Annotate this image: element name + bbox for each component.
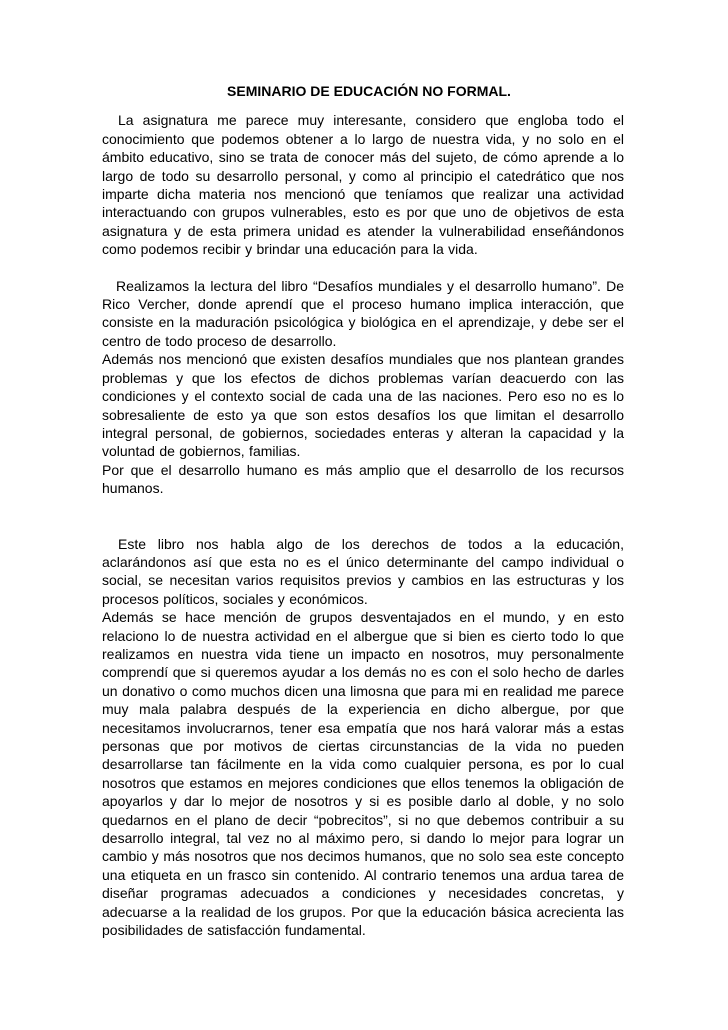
paragraph-3: Además nos mencionó que existen desafíos mundiales que nos plantean grandes problemas y que los efectos de dichos problemas varían deacuerdo con las condiciones y el contexto social de cada una de las naciones. Pero eso no es lo sobresaliente de esto ya que son estos desafíos los que limitan el desarrollo integral personal, de gobiernos, sociedades enteras y alteran la capacidad y la voluntad de gobiernos, familias.: [102, 351, 624, 460]
paragraph-5: Este libro nos habla algo de los derechos de todos a la educación, aclarándonos así que esta no es el único determinante del campo individual o social, se necesitan varios requisitos previos y cambios en las estructuras y los procesos políticos, sociales y económicos.: [102, 535, 624, 607]
paragraph-4: Por que el desarrollo humano es más amplio que el desarrollo de los recursos humanos.: [102, 461, 624, 497]
document-title: SEMINARIO DE EDUCACIÓN NO FORMAL.: [227, 83, 511, 99]
paragraph-2: Realizamos la lectura del libro “Desafíos mundiales y el desarrollo humano”. De Rico Vercher, donde aprendí que el proceso humano implica interacción, que consiste en la maduración psicológica y biológica en el aprendizaje, y debe ser el centro de todo proceso de desarrollo.: [102, 277, 624, 349]
paragraph-6: Además se hace mención de grupos desventajados en el mundo, y en esto relaciono lo de nuestra actividad en el albergue que si bien es cierto todo lo que realizamos en nuestra vida tiene un impacto en nosotros, muy personalmente comprendí que si queremos ayudar a los demás no es con el solo hecho de darles un donativo o como muchos dicen una limosna que para mi en realidad me parece muy mala palabra después de la experiencia en dicho albergue, por que necesitamos involucrarnos, tener esa empatía que nos hará valorar más a estas personas que por motivos de ciertas circunstancias de la vida no pueden desarrollarse tan fácilmente en la vida como cualquier persona, es por lo cual nosotros que estamos en mejores condiciones que ellos tenemos la obligación de apoyarlos y dar lo mejor de nosotros y si es posible darlo al doble, y no solo quedarnos en el plano de decir “pobrecitos”, si no que debemos contribuir a su desarrollo integral, tal vez no al máximo pero, si dando lo mejor para lograr un cambio y más nosotros que nos decimos humanos, que no solo sea este concepto una etiqueta en un frasco sin contenido. Al contrario tenemos una ardua tarea de diseñar programas adecuados a condiciones y necesidades concretas, y adecuarse a la realidad de los grupos. Por que la educación básica acrecienta las posibilidades de satisfacción fundamental.: [102, 609, 624, 939]
document-body: [102, 82, 624, 939]
paragraph-1: La asignatura me parece muy interesante, considero que engloba todo el conocimiento que podemos obtener a lo largo de nuestra vida, y no solo en el ámbito educativo, sino se trata de conocer más del sujeto, de cómo aprende a lo largo de todo su desarrollo personal, y como al principio el catedrático que nos imparte dicha materia nos mencionó que teníamos que realizar una actividad interactuando con grupos vulnerables, esto es por que uno de objetivos de esta asignatura y de esta primera unidad es atender la vulnerabilidad enseñándonos como podemos recibir y brindar una educación para la vida.: [102, 112, 624, 258]
